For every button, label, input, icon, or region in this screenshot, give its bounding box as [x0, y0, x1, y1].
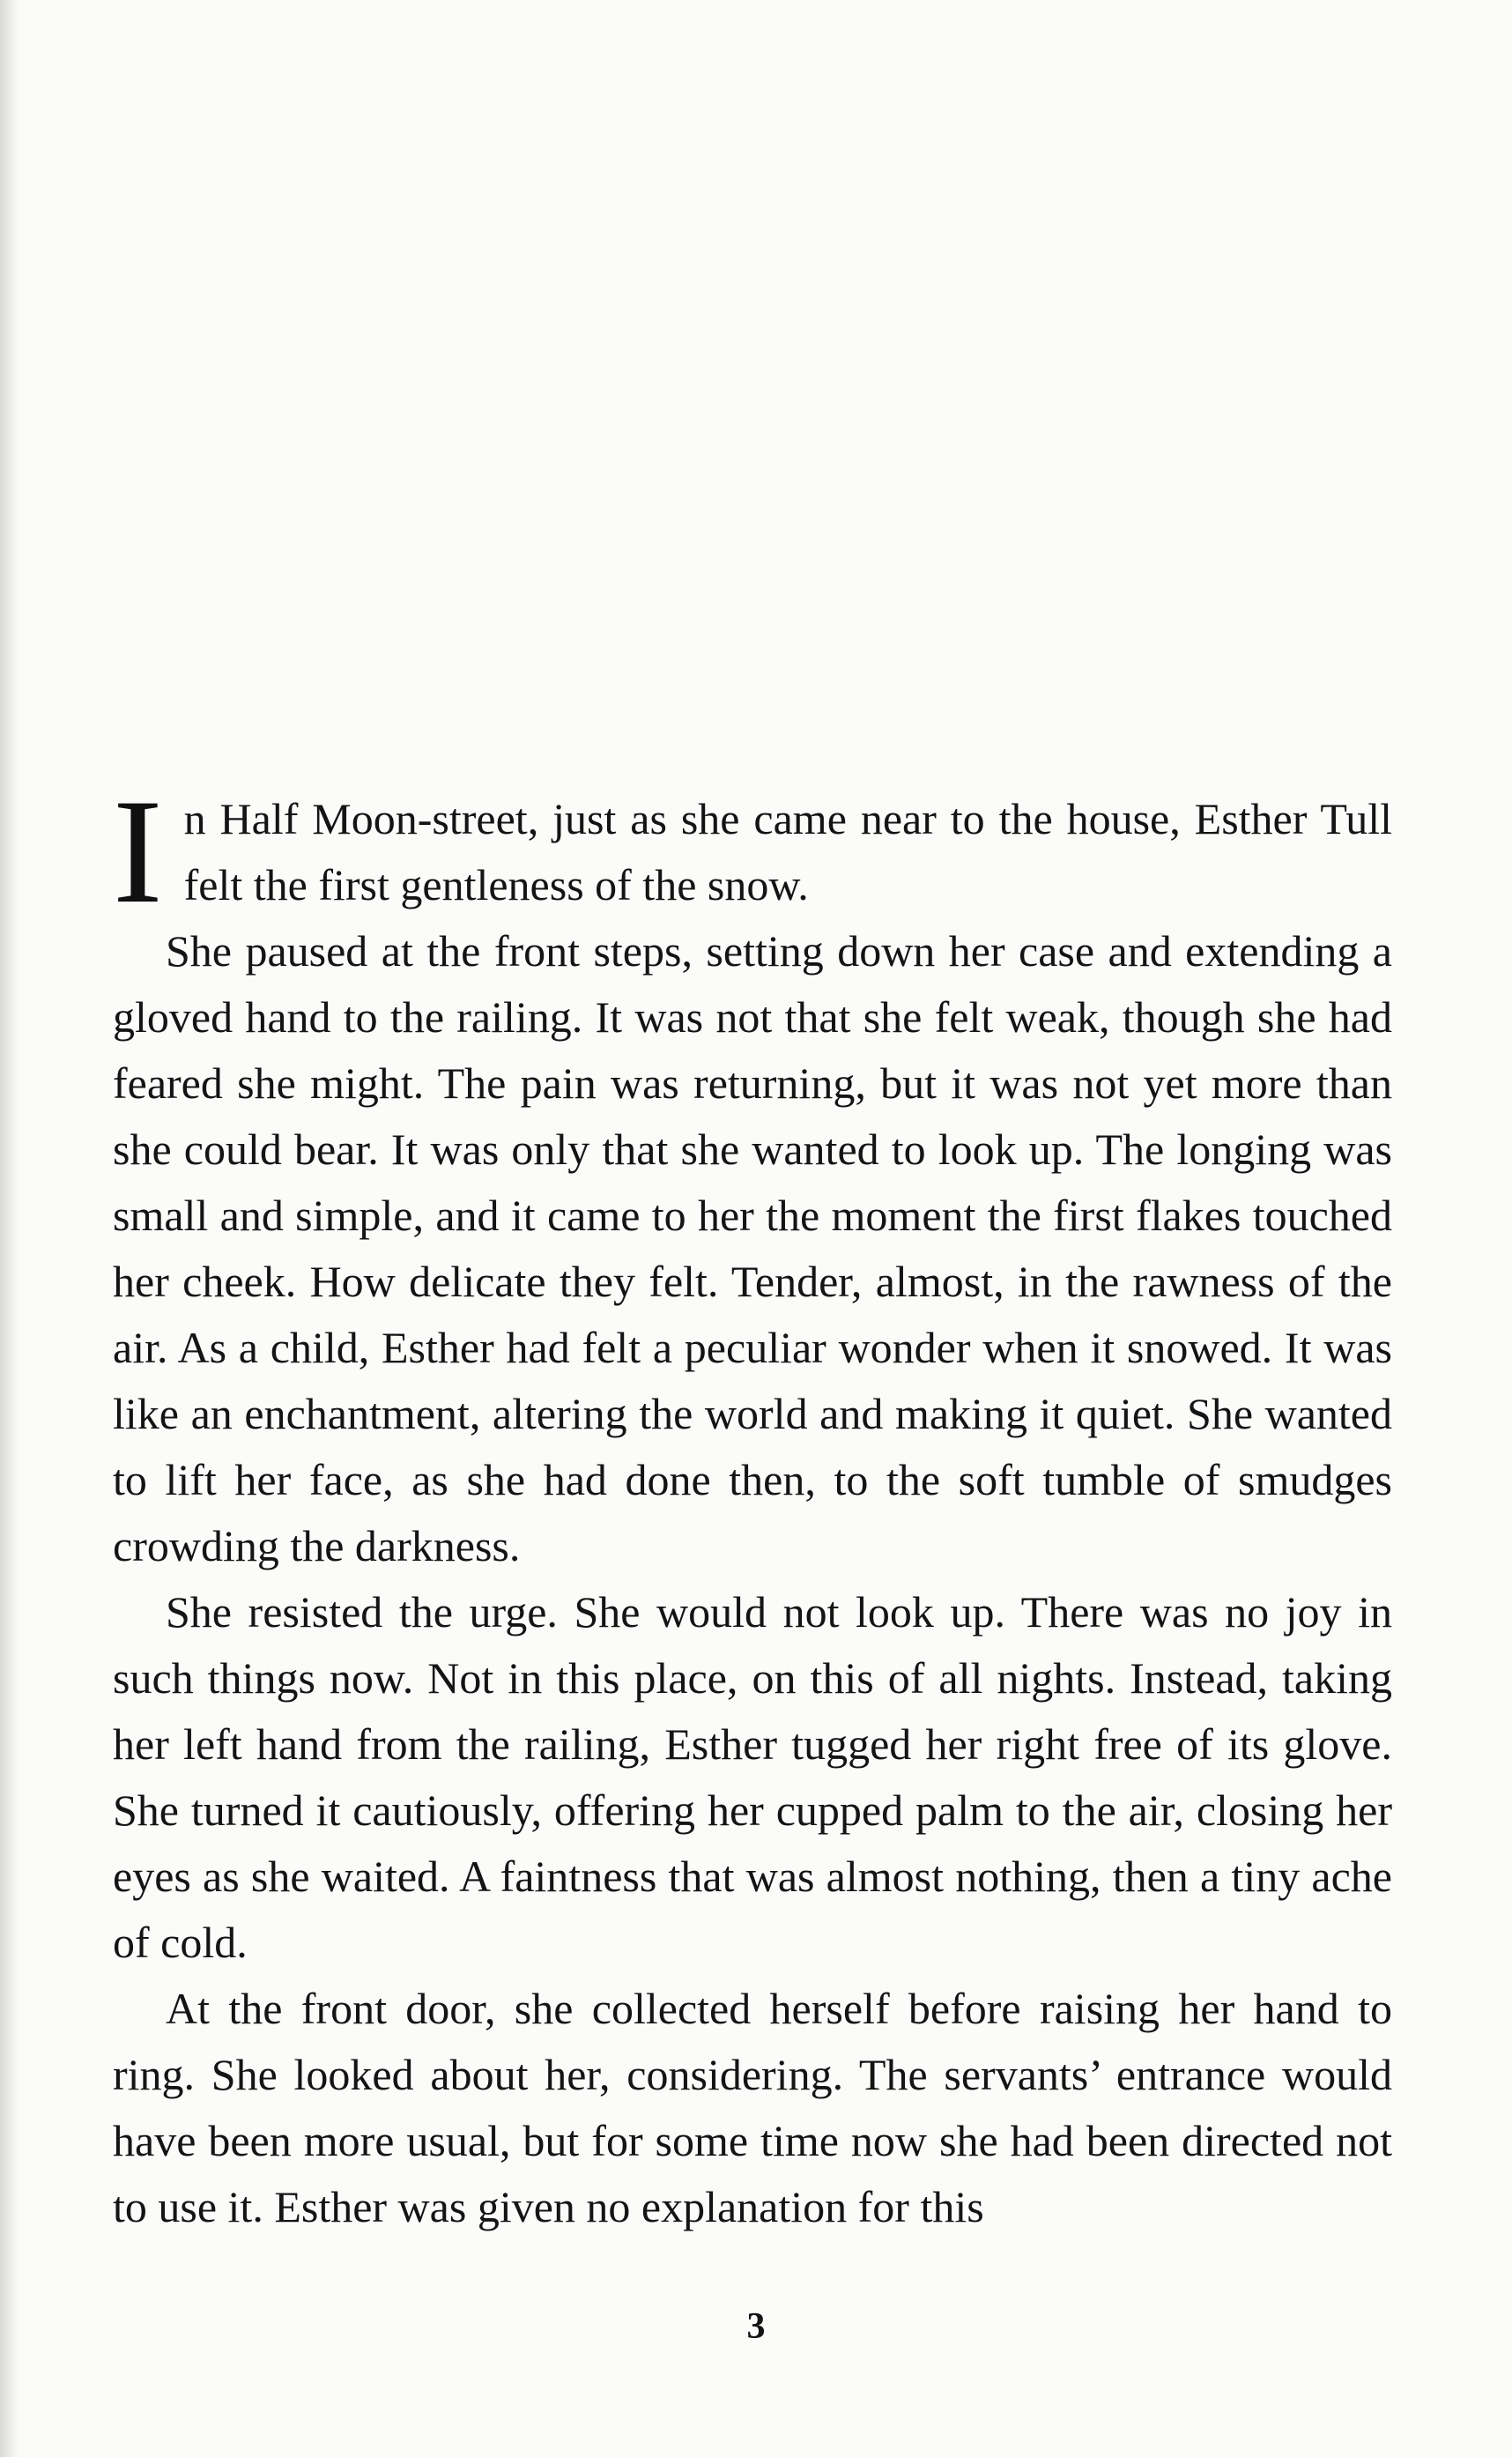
- paragraph-1-text: n Half Moon-street, just as she came near to the house, Esther Tull felt the first gentleness of the snow.: [183, 794, 1392, 909]
- paragraph-2: She paused at the front steps, setting down her case and extending a gloved hand to the railing. It was not that she felt weak, though she had feared she might. The pain was returning, but it was not yet more than she could bear. It was only that she wanted to look up. The longing was small and simple, and it came to her the moment the first flakes touched her cheek. How delicate they felt. Tender, almost, in the rawness of the air. As a child, Esther had felt a peculiar wonder when it snowed. It was like an enchantment, altering the world and making it quiet. She wanted to lift her face, as she had done then, to the soft tumble of smudges crowding the darkness.: [113, 926, 1392, 1570]
- paragraph-1: [113, 768, 1392, 934]
- paragraph-3: She resisted the urge. She would not look up. There was no joy in such things now. Not in this place, on this of all nights. Instead, taking her left hand from the railing, Esther tugged her right free of its glove. She turned it cautiously, offering her cupped palm to the air, closing her eyes as she waited. A faintness that was almost nothing, then a tiny ache of cold.: [113, 1587, 1392, 1967]
- drop-cap: I: [113, 768, 163, 934]
- body-text: [113, 768, 1392, 2240]
- page-number: 3: [746, 2306, 766, 2347]
- paragraph-4: At the front door, she collected herself before raising her hand to ring. She looked about her, considering. The servants’ entrance would have been more usual, but for some time now she had been directed not to use it. Esther was given no explanation for this: [113, 1984, 1392, 2231]
- page-edge-shadow: [0, 0, 19, 2457]
